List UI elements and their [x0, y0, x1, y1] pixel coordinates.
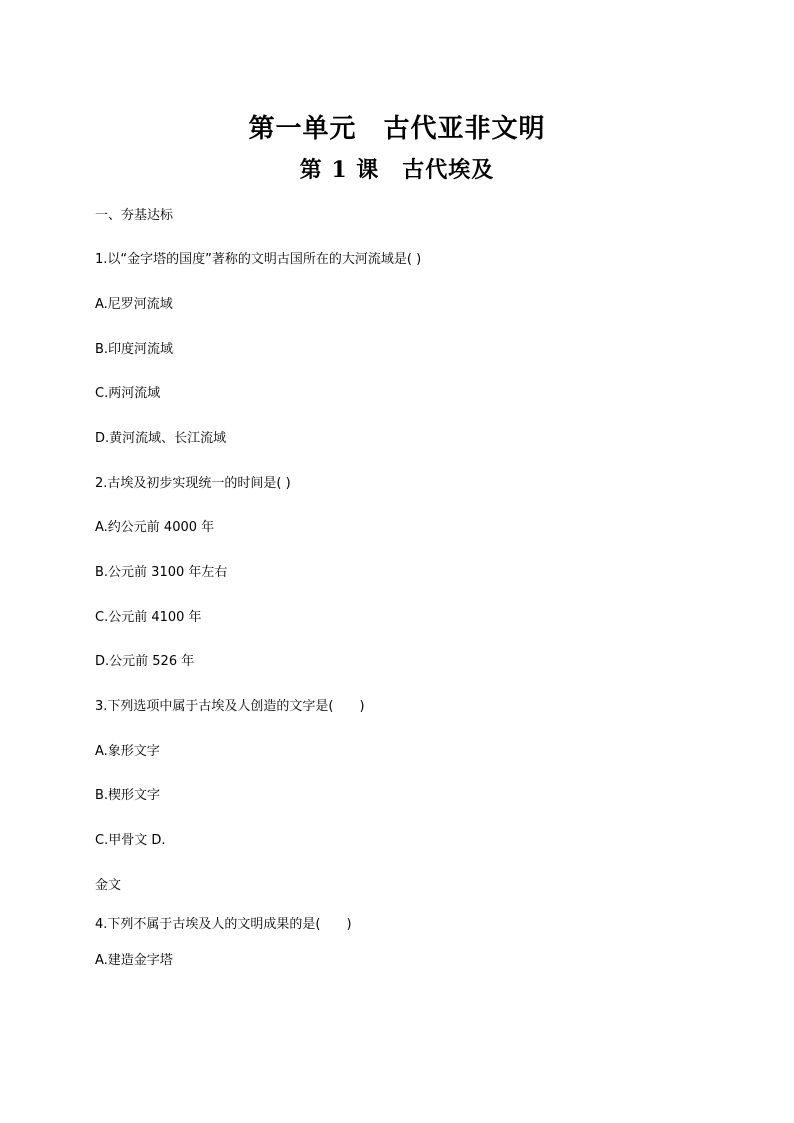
q4-option-a: A.建造金字塔 — [95, 953, 173, 968]
q1-option-a: A.尼罗河流域 — [95, 297, 173, 312]
question-2: 2.古埃及初步实现统一的时间是( ) — [95, 476, 291, 491]
lesson-title: 第 1 课 古代埃及 — [299, 157, 495, 183]
q1-option-b: B.印度河流域 — [95, 342, 174, 357]
q3-option-a: A.象形文字 — [95, 744, 160, 759]
q2-option-d: D.公元前 526 年 — [95, 654, 195, 669]
section-heading: 一、夯基达标 — [95, 208, 174, 223]
question-3: 3.下列选项中属于古埃及人创造的文字是( ) — [95, 699, 365, 714]
q2-option-c: C.公元前 4100 年 — [95, 610, 202, 625]
q2-option-b: B.公元前 3100 年左右 — [95, 565, 228, 580]
question-4: 4.下列不属于古埃及人的文明成果的是( ) — [95, 917, 352, 932]
q1-option-d: D.黄河流域、长江流域 — [95, 431, 227, 446]
q2-option-a: A.约公元前 4000 年 — [95, 520, 215, 535]
unit-title: 第一单元 古代亚非文明 — [248, 114, 546, 144]
q3-option-d-cont: 金文 — [95, 878, 122, 893]
q3-option-c-d: C.甲骨文 D. — [95, 833, 166, 848]
question-1: 1.以“金字塔的国度”著称的文明古国所在的大河流域是( ) — [95, 252, 422, 267]
q1-option-c: C.两河流域 — [95, 386, 161, 401]
q3-option-b: B.楔形文字 — [95, 788, 161, 803]
